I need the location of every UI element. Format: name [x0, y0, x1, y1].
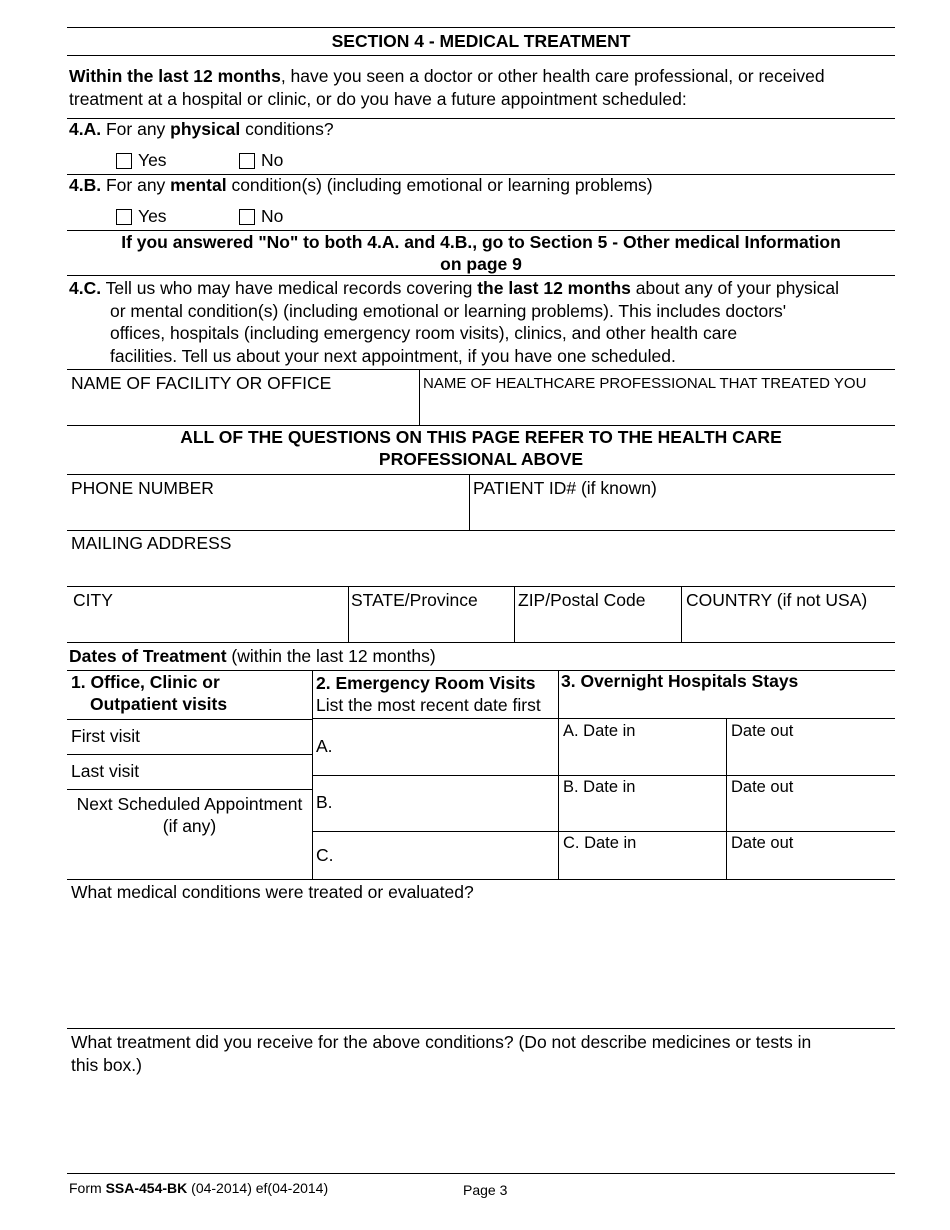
stay-a-date-out-field[interactable] — [727, 719, 895, 775]
form-id — [69, 1180, 328, 1196]
stay-c-date-in-field[interactable] — [559, 832, 726, 880]
treatment-question-line1: What treatment did you receive for the above conditions? (Do not describe medicines or tests in — [71, 1032, 812, 1052]
question-4a-post: conditions? — [240, 119, 334, 139]
question-4b-post: condition(s) (including emotional or learning problems) — [226, 175, 653, 195]
city-label: CITY — [73, 590, 113, 610]
q4a-no-option[interactable] — [239, 150, 283, 171]
conditions-treated-field[interactable] — [67, 881, 895, 1027]
stay-b-date-in-label: B. Date in — [563, 778, 636, 796]
section-title: SECTION 4 - MEDICAL TREATMENT — [331, 31, 631, 51]
skip-note-line2: on page 9 — [440, 254, 522, 274]
stay-a-date-in-label: A. Date in — [563, 722, 636, 740]
professional-name-label: NAME OF HEALTHCARE PROFESSIONAL THAT TREATED YOU — [423, 375, 867, 392]
form-id-date: (04-2014) ef(04-2014) — [187, 1180, 329, 1196]
intro-text — [69, 65, 889, 111]
refer-note — [67, 426, 895, 470]
er-visit-c-field[interactable] — [313, 832, 558, 880]
last-visit-label: Last visit — [71, 761, 140, 781]
question-4b-bold: mental — [170, 175, 227, 195]
q4a-yes-label: Yes — [138, 150, 167, 170]
stay-a-date-out-label: Date out — [731, 722, 794, 740]
intro-rest: , have you seen a doctor or other health care professional, or received treatment at a hospital or clinic, or do you have a future appointment scheduled: — [69, 66, 825, 109]
q4a-no-label: No — [261, 150, 284, 170]
facility-name-label: NAME OF FACILITY OR OFFICE — [71, 373, 332, 393]
intro-lead: Within the last 12 months — [69, 66, 281, 86]
col1-header-line2: Outpatient visits — [90, 694, 228, 714]
er-visit-a-label: A. — [316, 736, 333, 756]
col2-header-sub: List the most recent date first — [316, 695, 541, 715]
col3-header: 3. Overnight Hospitals Stays — [561, 671, 799, 691]
er-visit-c-label: C. — [316, 845, 334, 865]
er-visit-b-label: B. — [316, 792, 333, 812]
last-visit-field[interactable] — [67, 755, 312, 789]
question-4c — [69, 277, 895, 367]
stay-c-date-out-field[interactable] — [727, 832, 895, 880]
dates-heading-rest: (within the last 12 months) — [226, 646, 436, 666]
q4b-yes-label: Yes — [138, 206, 167, 226]
mailing-address-label: MAILING ADDRESS — [71, 533, 232, 553]
question-4c-pre: Tell us who may have medical records covering — [101, 278, 478, 298]
first-visit-label: First visit — [71, 726, 141, 746]
q4b-yes-option[interactable] — [116, 206, 167, 227]
state-field[interactable] — [349, 587, 514, 642]
form-id-pre: Form — [69, 1180, 106, 1196]
stay-b-date-out-label: Date out — [731, 778, 794, 796]
next-appointment-sub: (if any) — [162, 816, 217, 836]
city-field[interactable] — [67, 587, 348, 642]
question-4c-number: 4.C. — [69, 278, 102, 298]
q4a-yes-option[interactable] — [116, 150, 167, 171]
question-4c-line2: or mental condition(s) (including emotional or learning problems). This includes doctors' — [110, 300, 787, 321]
question-4c-post: about any of your physical — [630, 278, 840, 298]
question-4c-bold: the last 12 months — [477, 278, 631, 298]
next-appointment-label: Next Scheduled Appointment — [76, 794, 303, 814]
er-visit-a-field[interactable] — [313, 719, 558, 775]
patient-id-label: PATIENT ID# (if known) — [473, 478, 657, 498]
first-visit-field[interactable] — [67, 720, 312, 754]
q4b-no-checkbox[interactable] — [239, 209, 255, 225]
col2-header — [316, 672, 541, 716]
q4b-no-label: No — [261, 206, 284, 226]
professional-name-field[interactable] — [420, 370, 895, 425]
stay-b-date-in-field[interactable] — [559, 776, 726, 831]
treatment-received-field[interactable] — [67, 1029, 895, 1173]
question-4c-line3: offices, hospitals (including emergency room visits), clinics, and other health care — [110, 323, 738, 343]
zip-field[interactable] — [515, 587, 681, 642]
refer-note-line2: PROFESSIONAL ABOVE — [378, 449, 584, 469]
country-label: COUNTRY (if not USA) — [686, 590, 868, 610]
form-id-number: SSA-454-BK — [105, 1180, 188, 1196]
refer-note-line1: ALL OF THE QUESTIONS ON THIS PAGE REFER TO THE HEALTH CARE — [180, 427, 782, 447]
state-label: STATE/Province — [351, 590, 478, 610]
question-4a-number: 4.A. — [69, 119, 102, 139]
page-number: Page 3 — [463, 1182, 508, 1198]
q4b-yes-checkbox[interactable] — [116, 209, 132, 225]
country-field[interactable] — [682, 587, 895, 642]
stay-a-date-in-field[interactable] — [559, 719, 726, 775]
question-4c-line4: facilities. Tell us about your next appointment, if you have one scheduled. — [110, 345, 676, 366]
question-4b-pre: For any — [101, 175, 171, 195]
question-4a-pre: For any — [101, 119, 171, 139]
col1-header — [71, 671, 227, 715]
next-appointment-field[interactable] — [67, 790, 312, 880]
question-4a-bold: physical — [170, 119, 241, 139]
conditions-treated-label: What medical conditions were treated or evaluated? — [71, 882, 474, 902]
facility-name-field[interactable] — [67, 370, 419, 425]
phone-number-field[interactable] — [67, 475, 469, 530]
mailing-address-field[interactable] — [67, 531, 895, 586]
q4a-no-checkbox[interactable] — [239, 153, 255, 169]
treatment-question-line2: this box.) — [71, 1054, 142, 1075]
stay-c-date-in-label: C. Date in — [563, 834, 637, 852]
question-4b — [69, 175, 653, 196]
dates-heading-bold: Dates of Treatment — [69, 646, 227, 666]
skip-note — [67, 231, 895, 275]
stay-c-date-out-label: Date out — [731, 834, 794, 852]
phone-number-label: PHONE NUMBER — [71, 478, 214, 498]
q4b-no-option[interactable] — [239, 206, 283, 227]
zip-label: ZIP/Postal Code — [518, 590, 646, 610]
dates-heading — [69, 646, 436, 667]
col2-header-title: 2. Emergency Room Visits — [316, 673, 536, 693]
question-4a — [69, 119, 334, 140]
skip-note-line1: If you answered "No" to both 4.A. and 4.B., go to Section 5 - Other medical Information — [121, 232, 841, 252]
stay-b-date-out-field[interactable] — [727, 776, 895, 831]
patient-id-field[interactable] — [470, 475, 895, 530]
col1-header-line1: 1. Office, Clinic or — [71, 672, 220, 692]
q4a-yes-checkbox[interactable] — [116, 153, 132, 169]
question-4b-number: 4.B. — [69, 175, 102, 195]
er-visit-b-field[interactable] — [313, 776, 558, 831]
